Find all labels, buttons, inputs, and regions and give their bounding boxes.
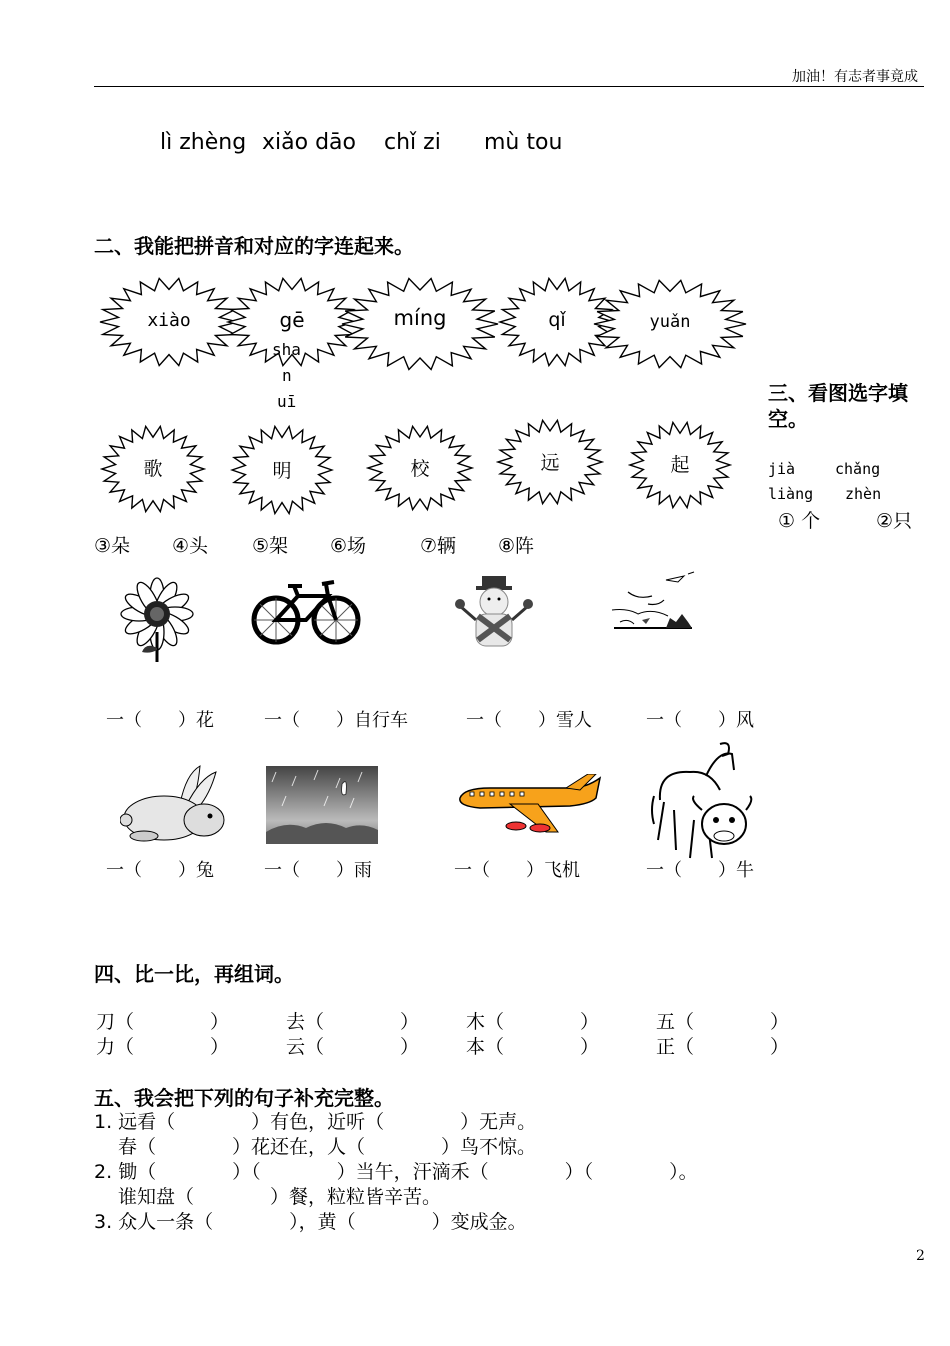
bicycle-picture: [250, 576, 362, 650]
blank-ox[interactable]: 一（ ）牛: [646, 860, 754, 881]
char-sun-1[interactable]: [100, 424, 206, 514]
compare-word-6[interactable]: 云（ ）: [286, 1036, 420, 1058]
compare-word-7[interactable]: 本（ ）: [466, 1036, 600, 1058]
pinyin-sun-1[interactable]: [98, 276, 240, 368]
pinyin-word-3: chǐ zi: [384, 130, 441, 155]
char-sun-label: 远: [540, 452, 560, 474]
poem-line-3[interactable]: 2. 锄（ ）（ ）当午，汗滴禾（ ）（ ）。: [94, 1161, 698, 1183]
q3-pinyin-liang: liàng: [768, 485, 814, 503]
q3-option-7: ⑦辆: [420, 535, 457, 557]
pinyin-shan-part1: sha: [272, 340, 301, 359]
q3-pinyin-zhen: zhèn: [845, 485, 882, 503]
q3-option-1: ① 个: [778, 510, 821, 532]
q3-option-5: ⑤架: [252, 535, 289, 557]
ox-picture: [650, 740, 754, 868]
blank-bicycle[interactable]: 一（ ）自行车: [264, 710, 408, 731]
pinyin-hui: uī: [277, 392, 297, 411]
char-sun-5[interactable]: [628, 420, 732, 510]
char-sun-label: 明: [272, 460, 292, 482]
section4-title: 四、比一比，再组词。: [94, 962, 294, 986]
poem-line-4[interactable]: 谁知盘（ ）餐，粒粒皆辛苦。: [118, 1186, 442, 1208]
rain-picture: [266, 766, 378, 848]
pinyin-sun-label: qǐ: [548, 309, 566, 331]
char-sun-label: 校: [410, 458, 430, 480]
compare-word-8[interactable]: 正（ ）: [656, 1036, 790, 1058]
char-sun-label: 起: [670, 454, 690, 476]
sunflower-picture: [120, 574, 194, 668]
header-divider: [94, 86, 924, 87]
char-sun-4[interactable]: [496, 418, 604, 506]
snowman-picture: [454, 570, 534, 654]
q3-option-2: ②只: [876, 510, 913, 532]
q3-option-4: ④头: [172, 535, 209, 557]
blank-wind[interactable]: 一（ ）风: [646, 710, 754, 731]
blank-flower[interactable]: 一（ ）花: [106, 710, 214, 731]
q3-option-6: ⑥场: [330, 535, 367, 557]
section5-title: 五、我会把下列的句子补充完整。: [94, 1086, 394, 1110]
q3-pinyin-chang: chǎng: [835, 460, 881, 478]
compare-word-5[interactable]: 力（ ）: [96, 1036, 230, 1058]
q3-option-3: ③朵: [94, 535, 131, 557]
compare-word-2[interactable]: 去（ ）: [286, 1011, 420, 1033]
char-sun-3[interactable]: [366, 424, 474, 512]
rabbit-picture: [120, 764, 232, 848]
section2-title: 二、我能把拼音和对应的字连起来。: [94, 234, 414, 258]
airplane-picture: [450, 774, 602, 840]
pinyin-sun-5[interactable]: [592, 278, 748, 370]
poem-line-1[interactable]: 1. 远看（ ）有色，近听（ ）无声。: [94, 1111, 537, 1133]
compare-word-1[interactable]: 刀（ ）: [96, 1011, 230, 1033]
blank-snowman[interactable]: 一（ ）雪人: [466, 710, 592, 731]
blank-rain[interactable]: 一（ ）雨: [264, 860, 372, 881]
pinyin-word-2: xiǎo dāo: [262, 130, 356, 155]
page-number: 2: [916, 1248, 925, 1264]
compare-word-4[interactable]: 五（ ）: [656, 1011, 790, 1033]
pinyin-sun-label: míng: [393, 306, 447, 330]
q3-pinyin-jia: jià: [768, 460, 796, 478]
poem-line-2[interactable]: 春（ ）花还在，人（ ）鸟不惊。: [118, 1136, 537, 1158]
pinyin-word-1: lì zhèng: [160, 130, 247, 155]
pinyin-sun-label: gē: [279, 308, 305, 332]
section3-title: 三、看图选字填空。: [768, 381, 908, 431]
poem-line-5[interactable]: 3. 众人一条（ ），黄（ ）变成金。: [94, 1211, 527, 1233]
header-slogan: 加油！有志者事竟成: [792, 69, 918, 85]
pinyin-sun-3[interactable]: [340, 276, 500, 372]
blank-rabbit[interactable]: 一（ ）兔: [106, 860, 214, 881]
q3-option-8: ⑧阵: [498, 535, 535, 557]
char-sun-label: 歌: [143, 458, 163, 480]
blank-airplane[interactable]: 一（ ）飞机: [454, 860, 580, 881]
wind-picture: [608, 570, 698, 640]
pinyin-shan-part2: n: [282, 366, 292, 385]
pinyin-sun-label: xiào: [147, 310, 191, 331]
pinyin-word-4: mù tou: [484, 130, 563, 155]
char-sun-2[interactable]: [230, 424, 334, 516]
pinyin-sun-label: yuǎn: [649, 312, 691, 332]
compare-word-3[interactable]: 木（ ）: [466, 1011, 600, 1033]
